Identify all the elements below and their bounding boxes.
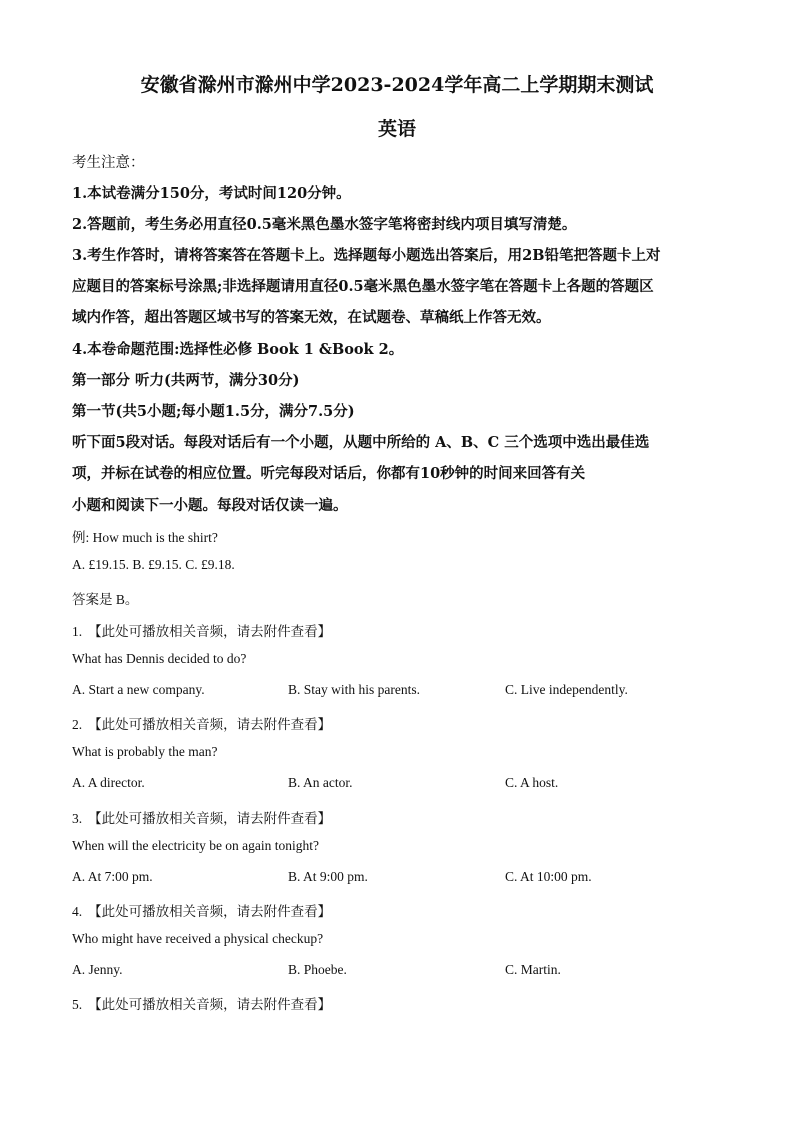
question-3-option-a: A. At 7:00 pm.: [72, 869, 153, 884]
example-answer: 答案是 B。: [72, 592, 139, 607]
audio-placeholder: 【此处可播放相关音频，请去附件查看】: [88, 997, 332, 1013]
exam-title: 安徽省滁州市滁州中学2023-2024学年高二上学期期末测试: [140, 74, 654, 96]
notice-item-3-cont: 应题目的答案标号涂黑;非选择题请用直径0.5毫米黑色墨水签字笔在答题卡上各题的答题区: [72, 278, 654, 295]
notice-item-3: 3.考生作答时，请将答案答在答题卡上。选择题每小题选出答案后，用2B铅笔把答题卡上对: [72, 247, 661, 264]
question-3-text: When will the electricity be on again tonight?: [72, 838, 320, 853]
instructions-line-3: 小题和阅读下一小题。每段对话仅读一遍。: [72, 497, 348, 514]
question-1-audio[interactable]: [72, 620, 331, 640]
instructions-line-2: 项，并标在试卷的相应位置。听完每段对话后，你都有10秒钟的时间来回答有关: [72, 465, 586, 482]
example-options: A. £19.15. B. £9.15. C. £9.18.: [72, 557, 235, 572]
notice-item-3-end: 域内作答，超出答题区域书写的答案无效，在试题卷、草稿纸上作答无效。: [72, 309, 551, 326]
question-3-option-c: C. At 10:00 pm.: [505, 869, 592, 884]
question-2-option-b: B. An actor.: [288, 775, 353, 790]
question-4-option-b: B. Phoebe.: [288, 962, 347, 977]
notice-item-1: 1.本试卷满分150分，考试时间120分钟。: [72, 185, 351, 202]
question-number: 4.: [72, 904, 83, 919]
question-3-audio[interactable]: [72, 807, 331, 827]
notice-item-4: 4.本卷命题范围:选择性必修 Book 1 &Book 2。: [72, 341, 404, 358]
question-4-option-a: A. Jenny.: [72, 962, 123, 977]
question-number: 2.: [72, 717, 83, 732]
audio-placeholder: 【此处可播放相关音频，请去附件查看】: [88, 624, 332, 640]
exam-subject: 英语: [377, 118, 416, 140]
question-number: 3.: [72, 811, 83, 826]
question-4-option-c: C. Martin.: [505, 962, 561, 977]
section1-heading: 第一节(共5小题;每小题1.5分，满分7.5分): [72, 403, 355, 420]
question-4-text: Who might have received a physical checkup?: [72, 931, 324, 946]
part1-heading: 第一部分 听力(共两节，满分30分): [72, 372, 300, 389]
example-question: 例: How much is the shirt?: [72, 530, 218, 545]
question-2-option-a: A. A director.: [72, 775, 145, 790]
question-1-text: What has Dennis decided to do?: [72, 651, 247, 666]
question-2-text: What is probably the man?: [72, 744, 218, 759]
question-4-audio[interactable]: [72, 900, 331, 920]
question-1-option-b: B. Stay with his parents.: [288, 682, 420, 697]
question-1-option-c: C. Live independently.: [505, 682, 628, 697]
question-3-option-b: B. At 9:00 pm.: [288, 869, 368, 884]
notice-item-2: 2.答题前，考生务必用直径0.5毫米黑色墨水签字笔将密封线内项目填写清楚。: [72, 216, 577, 233]
instructions-line-1: 听下面5段对话。每段对话后有一个小题，从题中所给的 A、B、C 三个选项中选出最佳选: [72, 434, 650, 451]
question-5-audio[interactable]: [72, 993, 331, 1013]
question-2-audio[interactable]: [72, 713, 331, 733]
question-2-option-c: C. A host.: [505, 775, 559, 790]
question-1-option-a: A. Start a new company.: [72, 682, 205, 697]
audio-placeholder: 【此处可播放相关音频，请去附件查看】: [88, 904, 332, 920]
audio-placeholder: 【此处可播放相关音频，请去附件查看】: [88, 717, 332, 733]
notice-heading: 考生注意：: [72, 155, 145, 171]
question-number: 1.: [72, 624, 83, 639]
audio-placeholder: 【此处可播放相关音频，请去附件查看】: [88, 811, 332, 827]
question-number: 5.: [72, 997, 83, 1012]
